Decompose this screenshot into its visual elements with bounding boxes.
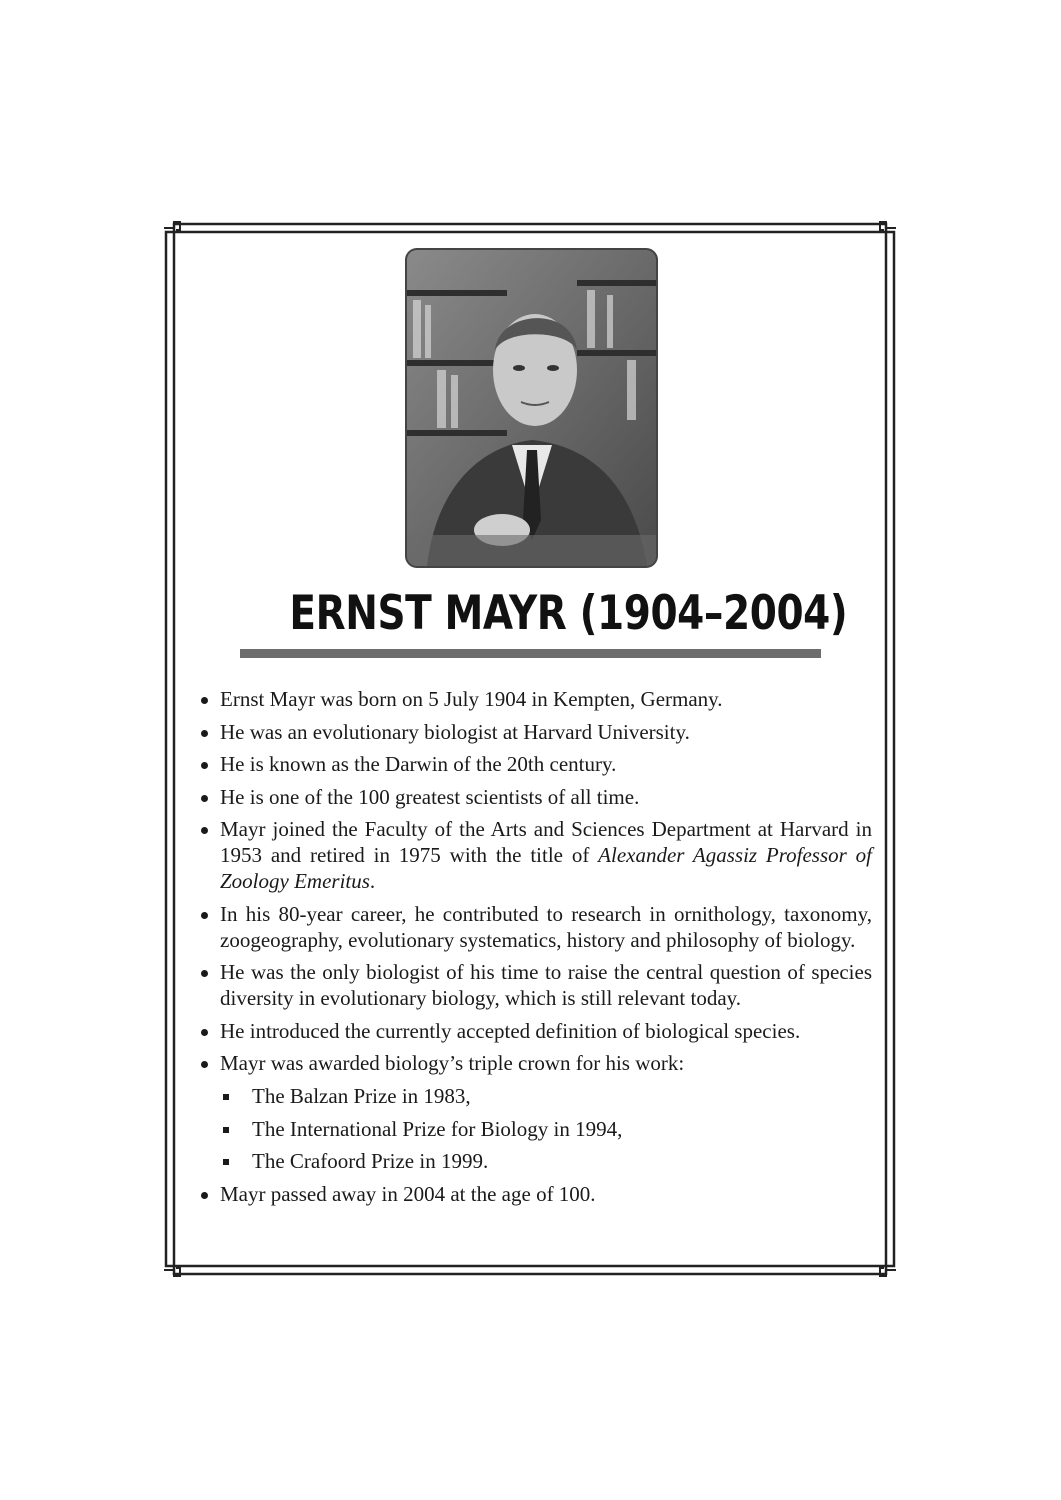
title-of-professorship: Alexander Agassiz Professor of Zoology Emeritus <box>220 843 872 893</box>
list-item: Mayr passed away in 2004 at the age of 100. <box>199 1181 872 1207</box>
list-item: Mayr was awarded biology’s triple crown for his work: The Balzan Prize in 1983, The International Prize for Biology in 1994, The Crafoord Prize in 1999. <box>199 1050 872 1174</box>
list-item: He was the only biologist of his time to raise the central question of species diversity in evolutionary biology, which is still relevant today. <box>199 959 872 1011</box>
title-underline <box>240 649 821 658</box>
prize-item: The Crafoord Prize in 1999. <box>220 1148 872 1174</box>
list-item: He is known as the Darwin of the 20th century. <box>199 751 872 777</box>
list-item: Mayr joined the Faculty of the Arts and Sciences Department at Harvard in 1953 and retired in 1975 with the title of Alexander Agassiz Professor of Zoology Emeritus. <box>199 816 872 894</box>
prize-item: The Balzan Prize in 1983, <box>220 1083 872 1109</box>
list-item: In his 80-year career, he contributed to research in ornithology, taxonomy, zoogeography, evolutionary systematics, history and philosophy of biology. <box>199 901 872 953</box>
list-item: He was an evolutionary biologist at Harvard University. <box>199 719 872 745</box>
prize-item: The International Prize for Biology in 1994, <box>220 1116 872 1142</box>
prize-list <box>220 1083 872 1174</box>
list-item: Ernst Mayr was born on 5 July 1904 in Kempten, Germany. <box>199 686 872 712</box>
page-title: ERNST MAYR (1904–2004) <box>289 586 848 641</box>
fact-list <box>199 686 872 1213</box>
list-item: He introduced the currently accepted definition of biological species. <box>199 1018 872 1044</box>
list-item: He is one of the 100 greatest scientists of all time. <box>199 784 872 810</box>
portrait-photo <box>405 248 658 568</box>
